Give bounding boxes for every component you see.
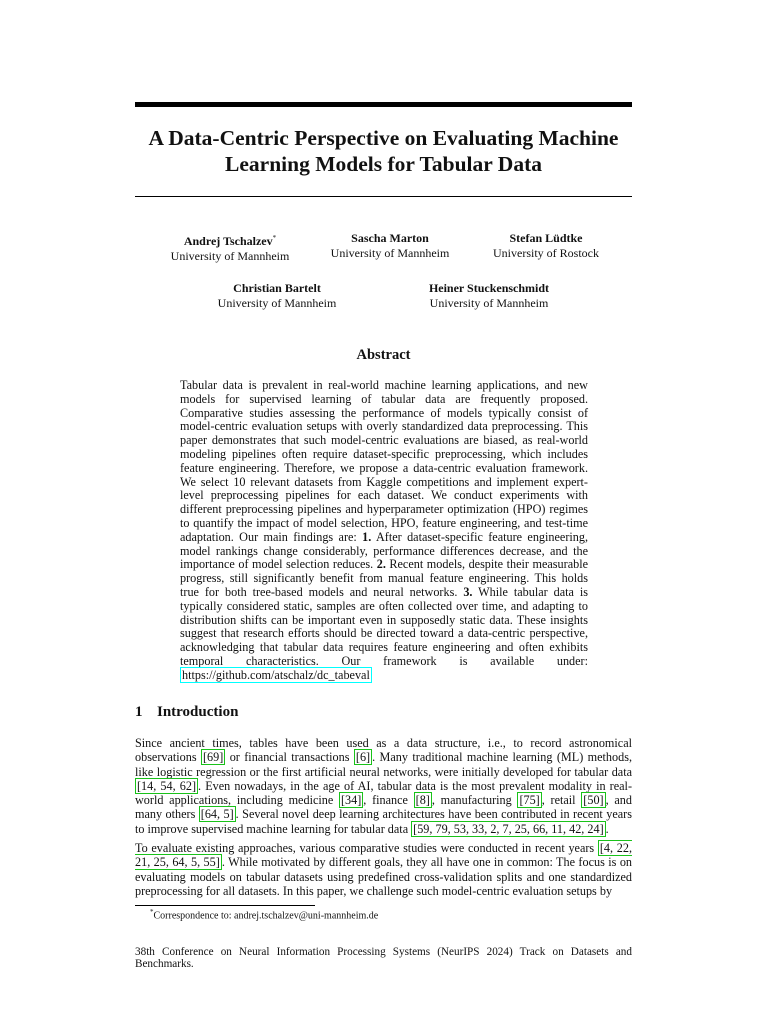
abstract-heading: Abstract bbox=[356, 347, 411, 363]
paper-title: A Data-Centric Perspective on Evaluating Machine Learning Models for Tabular Data bbox=[148, 126, 619, 176]
author-block bbox=[399, 281, 579, 311]
para-text: or financial transactions bbox=[225, 750, 354, 765]
citation-link[interactable]: [6] bbox=[355, 750, 371, 765]
section-number: 1 bbox=[135, 704, 143, 720]
citation-link[interactable]: [34] bbox=[340, 793, 362, 808]
author-name: Sascha Marton bbox=[351, 231, 429, 245]
para-text: . bbox=[605, 821, 609, 836]
author-name: Stefan Lüdtke bbox=[509, 231, 583, 245]
author-block bbox=[310, 231, 470, 261]
citation-link[interactable]: [14, 54, 62] bbox=[137, 778, 197, 793]
citation-link[interactable]: [69] bbox=[203, 750, 224, 765]
intro-paragraph bbox=[135, 841, 632, 898]
github-link[interactable]: https://github.com/atschalz/dc_tabeval bbox=[182, 667, 370, 682]
para-text: , and many others bbox=[135, 793, 632, 822]
intro-paragraph bbox=[135, 736, 632, 836]
finding-number: 2. bbox=[376, 557, 386, 572]
citation-link[interactable]: [8] bbox=[415, 793, 430, 808]
abstract-text: Recent models, despite their measurable progress, still significantly benefit from manual feature engineering. This holds true for both tree-based models and neural networks. bbox=[180, 557, 588, 599]
citation-link[interactable]: [50] bbox=[583, 793, 604, 808]
footnote-mark: * bbox=[150, 908, 154, 916]
citation-link[interactable]: [4, 22, 21, 25, 64, 5, 55] bbox=[135, 841, 632, 870]
para-text: . Many traditional machine learning (ML) methods, like logistic regression or the first artificial neural networks, were initially developed for tabular data bbox=[135, 750, 632, 779]
conference-note: 38th Conference on Neural Information Processing Systems (NeurIPS 2024) Track on Datasets and Benchmarks. bbox=[135, 946, 632, 970]
abstract-text: Tabular data is prevalent in real-world machine learning applications, and new models for supervised learning of tabular data are frequently proposed. Comparative studies assessing the performance of models typically consist of model-centric evaluation setups with overly standardized data preprocessing. This paper demonstrates that such model-centric evaluations are biased, as real-world modeling pipelines often require dataset-specific preprocessing, which includes feature engineering. Therefore, we propose a data-centric evaluation framework. We select 10 relevant datasets from Kaggle competitions and implement expert-level preprocessing pipelines for each dataset. We conduct experiments with different preprocessing pipelines and hyperparameter optimization (HPO) regimes to quantify the impact of model selection, HPO, feature engineering, and test-time adaptation. Our main findings are: bbox=[180, 378, 588, 544]
author-affiliation: University of Mannheim bbox=[330, 246, 450, 260]
footnote bbox=[150, 908, 378, 921]
finding-number: 1. bbox=[362, 529, 372, 544]
top-rule bbox=[135, 102, 632, 107]
finding-number: 3. bbox=[463, 584, 473, 599]
author-affiliation: University of Mannheim bbox=[170, 249, 290, 263]
para-text: To evaluate existing approaches, various comparative studies were conducted in recent years bbox=[135, 841, 598, 855]
author-block bbox=[466, 231, 626, 261]
author-affiliation: University of Mannheim bbox=[217, 296, 337, 310]
citation-link[interactable]: [64, 5] bbox=[200, 807, 234, 822]
para-text: Since ancient times, tables have been used as a data structure, i.e., to record astronomical observations bbox=[135, 736, 632, 765]
author-name: Andrej Tschalzev bbox=[183, 234, 273, 248]
footnote-rule bbox=[135, 905, 315, 906]
para-text: . Several novel deep learning architectures have been contributed in recent years to improve supervised machine learning for tabular data bbox=[135, 807, 632, 836]
author-name: Heiner Stuckenschmidt bbox=[428, 281, 550, 295]
abstract-text: After dataset-specific feature engineering, model rankings change considerably, performance differences decrease, and the importance of model selection reduces. bbox=[180, 529, 589, 572]
section-title: Introduction bbox=[157, 704, 239, 720]
title-rule bbox=[135, 196, 632, 197]
citation-link[interactable]: [75] bbox=[519, 793, 540, 808]
section-heading bbox=[135, 704, 238, 721]
para-text: , finance bbox=[363, 793, 414, 808]
para-text: . While motivated by different goals, they all have one in common: The focus is on evaluating models on tabular datasets using predefined cross-validation splits and one standardized preprocessing for all datasets. In this paper, we challenge such model-centric evaluation setups by bbox=[135, 855, 633, 898]
abstract-body bbox=[180, 379, 588, 683]
author-mark: * bbox=[272, 234, 277, 242]
author-affiliation: University of Rostock bbox=[493, 246, 599, 260]
para-text: . Even nowadays, in the age of AI, tabular data is the most prevalent modality in real-world applications, including medicine bbox=[135, 778, 632, 808]
abstract-text: While tabular data is typically considered static, samples are often collected over time, and adapting to distribution shifts can be important even in supposedly static data. These insights suggest that research efforts should be directed toward a data-centric perspective, acknowledging that tabular data requires feature engineering and often exhibits temporal characteristics. Our framework is available under: bbox=[180, 584, 588, 668]
footnote-text: Correspondence to: andrej.tschalzev@uni-mannheim.de bbox=[153, 910, 379, 922]
author-affiliation: University of Mannheim bbox=[429, 296, 549, 310]
citation-link[interactable]: [59, 79, 53, 33, 2, 7, 25, 66, 11, 42, 24] bbox=[413, 821, 604, 836]
para-text: , manufacturing bbox=[431, 793, 518, 808]
author-block bbox=[197, 281, 357, 311]
author-name: Christian Bartelt bbox=[233, 281, 321, 295]
para-text: , retail bbox=[541, 793, 582, 808]
author-block bbox=[150, 231, 310, 264]
